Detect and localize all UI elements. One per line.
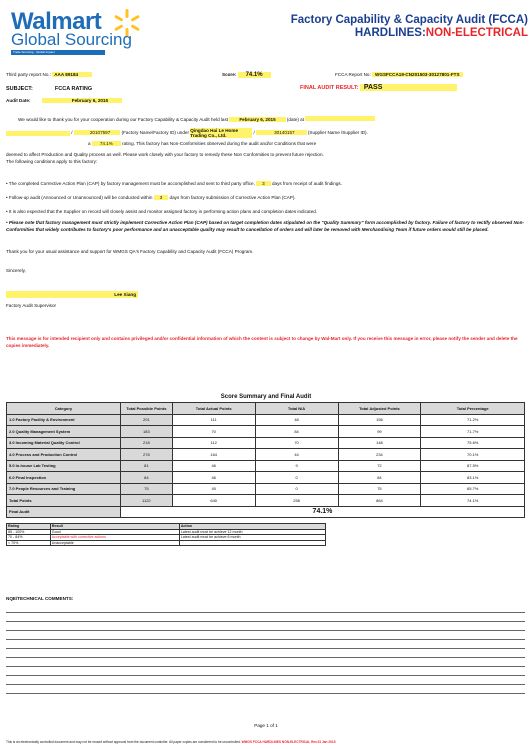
table-cell: 164: [172, 449, 255, 461]
legend-cell: Latest audit must be achieve 12 month: [179, 529, 325, 535]
table-cell: 156: [338, 414, 421, 426]
table-cell: 111: [172, 414, 255, 426]
total-row: [7, 495, 525, 507]
condition-3: • It is also expected that the Supplier on record will closely assist and monitor assigned factory in performing action plans and completion dates indicated.: [6, 209, 318, 214]
table-cell: 70: [172, 426, 255, 438]
final-audit-label: Final Audit: [7, 506, 121, 518]
table-cell: 7.0 People Resources and Training: [7, 483, 121, 495]
table-cell: 75: [338, 483, 421, 495]
comment-line: [6, 693, 525, 694]
table-cell: 81: [120, 460, 172, 472]
table-cell: 83.1%: [421, 472, 525, 484]
legend-row: [7, 540, 326, 546]
table-cell: 1.0 Factory Facility & Environment: [7, 414, 121, 426]
signer-title: Factory Audit Supervisor: [6, 303, 57, 308]
table-row: [7, 437, 525, 449]
legend-cell: Unacceptable: [50, 540, 179, 546]
fcca-report-no: FCCA Report No: WGSFCCA19-CN201503-30127801-FTS: [335, 72, 463, 77]
col-adjusted: Total Adjusted Points: [338, 403, 421, 415]
legend-cell: 70 - 84%: [7, 535, 51, 541]
body-line-3: a 74.1% rating. This factory has Non-Conformities observed during the audit and/or Conditions that were: [88, 141, 317, 146]
col-category: Category: [7, 403, 121, 415]
condition-4: • Please note that factory management must strictly implement Corrective Action Plan (CAP) based on target completion dates stipulated on the "Quality Summary" form accomplished by factory. Failure of factory to rectify observed Non-Conformities that widely contributes to factory's poor performance and an unacceptable quality may result to cancellation of orders and will later be removed with Merchandising Team if future orders would still be placed.: [6, 220, 524, 232]
table-cell: 46: [172, 472, 255, 484]
col-na: Total N/A: [255, 403, 338, 415]
table-cell: 48: [255, 414, 338, 426]
signature: Lee Xiang: [6, 291, 138, 298]
condition-1: • The completed Corrective Action Plan (CAP) by factory management must be accomplished and sent to third party office, 3 days from receipt of audit findings.: [6, 181, 342, 186]
comment-line: [6, 639, 525, 640]
report-title: Factory Capability & Capacity Audit (FCCA): [290, 14, 528, 26]
total-label: Total Points: [7, 495, 121, 507]
table-cell: 5.0 In-house Lab Testing: [7, 460, 121, 472]
walmart-logo-text: Walmart: [11, 8, 102, 35]
legend-header: Rating: [7, 524, 51, 530]
table-cell: 9: [255, 460, 338, 472]
footer-disclaimer: This is an electronically controlled document and may not be reused without approval from the document controller. All paper copies are considered to be uncontrolled. WMGS FCCA HARDLINES NON-ELECTRICAL Rev.01 Jan 2015: [6, 740, 336, 744]
third-party-report: Third party report No.: AAA 89184: [6, 72, 92, 77]
comment-line: [6, 657, 525, 658]
table-cell: 6.0 Final Inspection: [7, 472, 121, 484]
table-row: [7, 426, 525, 438]
col-percentage: Total Percentage: [421, 403, 525, 415]
final-audit-row: [7, 506, 525, 518]
table-cell: 75.6%: [421, 437, 525, 449]
table-cell: 112: [172, 437, 255, 449]
table-cell: 70: [255, 437, 338, 449]
report-subtitle: HARDLINES:NON-ELECTRICAL: [354, 27, 528, 39]
body-line-5: The following conditions apply to this factory:: [6, 159, 98, 164]
comments-label: NQE/TECHNICAL COMMENTS:: [6, 596, 74, 601]
table-cell: 183: [120, 426, 172, 438]
table-cell: 65.7%: [421, 483, 525, 495]
table-cell: 87.5%: [421, 460, 525, 472]
body-line-1: We would like to thank you for your cooperation during our Factory Capability & Capacity Audit held last February 6, 2015 (date) at: [18, 116, 375, 122]
final-audit-result: FINAL AUDIT RESULT: PASS: [300, 84, 457, 91]
table-cell: 99: [338, 426, 421, 438]
total-cell: 74.1%: [421, 495, 525, 507]
legend-cell: < 70%: [7, 540, 51, 546]
table-row: [7, 472, 525, 484]
rating-legend-table: [6, 523, 326, 546]
table-row: [7, 460, 525, 472]
table-cell: 0: [255, 472, 338, 484]
legend-cell: [179, 540, 325, 546]
comment-line: [6, 648, 525, 649]
legend-cell: Latest audit must be achieve 6 month: [179, 535, 325, 541]
comment-line: [6, 612, 525, 613]
legend-cell: Good: [50, 529, 179, 535]
logo-tagline: Trade Sourcing · Global Impact: [11, 50, 105, 55]
total-cell: 258: [255, 495, 338, 507]
subject: SUBJECT: FCCA RATING: [6, 86, 93, 92]
total-cell: 1122: [120, 495, 172, 507]
table-cell: 46: [172, 460, 255, 472]
score-summary-table: [6, 402, 525, 518]
comment-line: [6, 675, 525, 676]
table-cell: 70.1%: [421, 449, 525, 461]
comment-line: [6, 630, 525, 631]
final-audit-value: 74.1%: [120, 506, 524, 518]
total-cell: 864: [338, 495, 421, 507]
body-line-2: / 20107597 (Factory Name/Factory ID) under Qingdao Hai Le Home Trading Co., Ltd. / 30140157 (Supplier Name /Supplier ID).: [6, 128, 368, 138]
global-sourcing-text: Global Sourcing: [11, 30, 132, 49]
table-cell: 3.0 Incoming Material Quality Control: [7, 437, 121, 449]
table-cell: 45: [172, 483, 255, 495]
legend-header: Action: [179, 524, 325, 530]
body-line-4: deemed to affect Production and Quality process as well. Please work closely with your factory to remedy these Non Conformities to prevent future rejection.: [6, 152, 324, 157]
summary-title: Score Summary and Final Audit: [220, 394, 312, 400]
thanks-line: Thank you for your usual assistance and support for WMGS QA's Factory Capability and Capacity Audit (FCCA) Program.: [6, 249, 254, 254]
legend-cell: 85 - 100%: [7, 529, 51, 535]
table-row: [7, 449, 525, 461]
table-cell: 0: [255, 483, 338, 495]
page-number: Page 1 of 1: [254, 723, 278, 728]
table-cell: 201: [120, 414, 172, 426]
audit-date: Audit Date: February 6, 2015: [6, 98, 122, 103]
comment-line: [6, 684, 525, 685]
col-possible: Total Possible Points: [120, 403, 172, 415]
sincerely: Sincerely,: [6, 268, 26, 273]
table-cell: 75: [120, 483, 172, 495]
confidential-notice: This message is for intended recipient only and contains privileged and/or confidential information of which the content is subject to change by Wal-Mart only. If you receive this message in error, please notify the sender and delete the copies immediately.: [6, 336, 518, 348]
condition-2: • Follow-up audit (Announced or Unannounced) will be conducted within 3 days from factory submission of Corrective Action Plan (CAP).: [6, 195, 296, 200]
table-row: [7, 483, 525, 495]
table-cell: 218: [120, 437, 172, 449]
col-actual: Total Actual Points: [172, 403, 255, 415]
legend-cell: Acceptable with corrective actions: [50, 535, 179, 541]
table-cell: 84: [338, 472, 421, 484]
comment-line: [6, 621, 525, 622]
score: Score: 74.1%: [222, 72, 271, 78]
table-cell: 84: [255, 426, 338, 438]
total-cell: 640: [172, 495, 255, 507]
comment-line: [6, 666, 525, 667]
table-cell: 234: [338, 449, 421, 461]
table-cell: 2.0 Quality Management System: [7, 426, 121, 438]
table-cell: 71.2%: [421, 414, 525, 426]
table-cell: 4.0 Process and Production Control: [7, 449, 121, 461]
legend-header: Result: [50, 524, 179, 530]
table-cell: 84: [120, 472, 172, 484]
table-cell: 72: [338, 460, 421, 472]
table-row: [7, 414, 525, 426]
table-cell: 148: [338, 437, 421, 449]
table-cell: 44: [255, 449, 338, 461]
table-cell: 71.7%: [421, 426, 525, 438]
table-cell: 278: [120, 449, 172, 461]
